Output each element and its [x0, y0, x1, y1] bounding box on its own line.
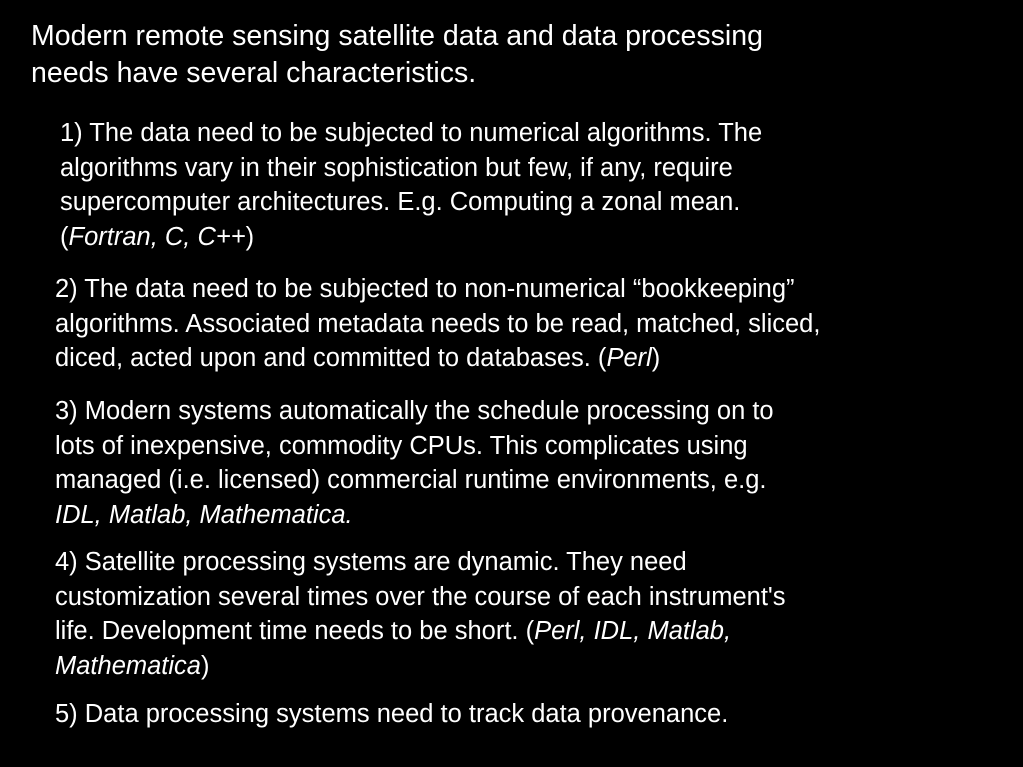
point-1-line-2: algorithms vary in their sophistication but few, if any, require [60, 153, 733, 182]
point-4-line-2: customization several times over the course of each instrument's [55, 582, 786, 611]
point-3 [55, 394, 774, 532]
point-3-line-1: 3) Modern systems automatically the schedule processing on to [55, 397, 774, 425]
intro-line-1: Modern remote sensing satellite data and data processing [31, 20, 763, 52]
point-2-line-3-text: diced, acted upon and committed to databases. ( [55, 344, 607, 372]
intro-heading [31, 18, 931, 92]
language-perl: Perl [606, 344, 652, 372]
paren-close: ) [245, 222, 255, 251]
point-4-line-3-text: life. Development time needs to be short. ( [55, 617, 535, 645]
paren-close: ) [200, 651, 210, 680]
point-4-line-1: 4) Satellite processing systems are dynamic. They need [55, 548, 687, 576]
point-4-line-3 [55, 614, 786, 649]
paren-close: ) [651, 344, 661, 372]
point-1-line-4 [60, 220, 762, 255]
point-2 [55, 272, 820, 376]
point-1-line-3: supercomputer architectures. E.g. Computing a zonal mean. [60, 188, 741, 216]
languages-fortran-c-cpp: Fortran, C, C++ [68, 222, 246, 251]
point-3-line-4 [55, 498, 774, 533]
point-4 [55, 545, 786, 683]
point-5 [55, 697, 728, 732]
point-3-line-2: lots of inexpensive, commodity CPUs. This complicates using [55, 431, 748, 460]
languages-perl-idl-matlab: Perl, IDL, Matlab, [534, 617, 732, 645]
point-5-line-1: 5) Data processing systems need to track data provenance. [55, 700, 729, 728]
point-2-line-2: algorithms. Associated metadata needs to be read, matched, sliced, [55, 309, 821, 338]
point-4-line-4 [55, 649, 786, 684]
point-3-line-3: managed (i.e. licensed) commercial runtime environments, e.g. [55, 466, 767, 494]
point-1-line-1: 1) The data need to be subjected to numerical algorithms. The [60, 119, 763, 147]
point-1 [60, 116, 762, 254]
intro-line-2: needs have several characteristics. [31, 57, 477, 89]
paren-open: ( [60, 222, 69, 251]
language-mathematica: Mathematica [55, 651, 201, 680]
languages-idl-matlab-mathematica: IDL, Matlab, Mathematica. [55, 500, 353, 529]
point-2-line-3 [55, 341, 820, 376]
point-2-line-1: 2) The data need to be subjected to non-numerical “bookkeeping” [55, 275, 795, 303]
